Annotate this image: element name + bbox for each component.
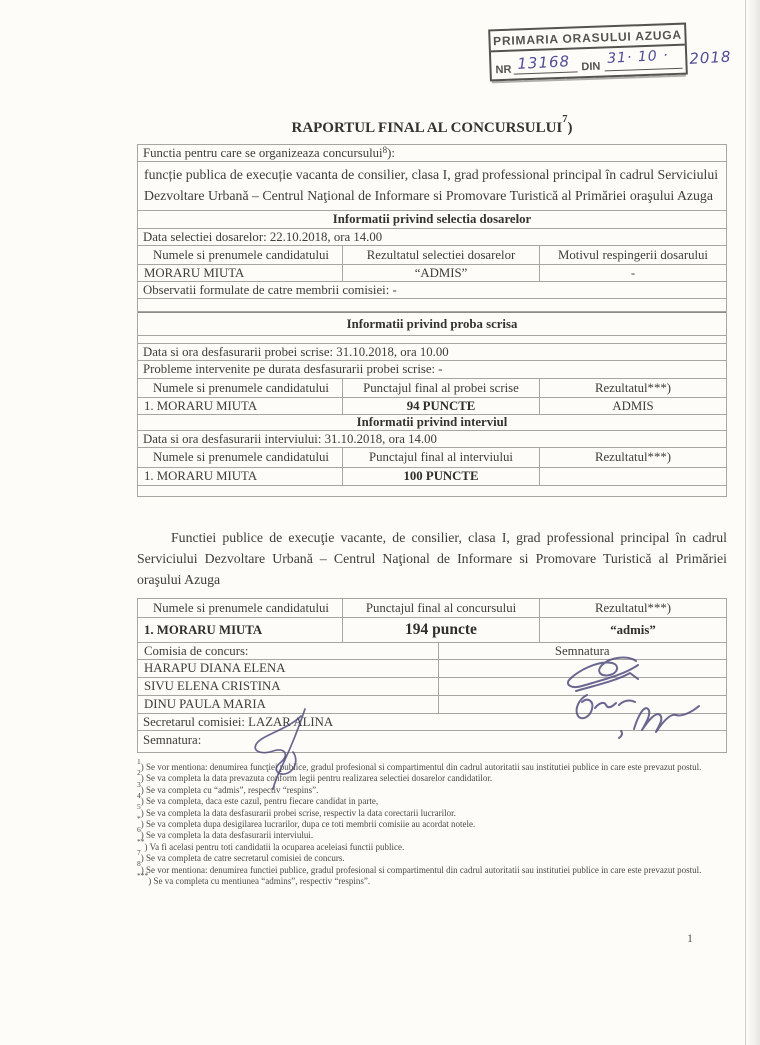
interviu-date-row: Data si ora desfasurarii interviului: 31.10.2018, ora 14.00 [138,431,726,448]
member-row [138,678,726,696]
page-number: 1 [687,931,693,945]
section-header-interviu: Informatii privind interviul [138,415,726,431]
final-results-table [137,598,727,753]
stamp-handwritten-date: 31· 10 · [606,47,670,67]
comisia-label: Comisia de concurs: [144,643,249,658]
stamp-institution-name: PRIMARIA ORASULUI AZUGA [490,25,685,53]
footnote: $^8$) Se vor mentiona: denumirea functiei publice, gradul profesional si compartimentul din cadrul autoritatii sau institutiei publice in care este prevazut postul. [137,859,702,875]
final-function-paragraph: Functiei publice de execuţie vacante, de consilier, clasa I, grad professional principal în cadrul Serviciului Dezvoltare Urbană – Centrul Naţional de Informare si Promovare Turistică al Primăriei oraşului Azuga [137,530,727,587]
col-header-nume: Numele si prenumele candidatului [153,600,329,615]
candidate-name: 1. MORARU MIUTA [144,469,258,484]
report-table [137,144,727,497]
result-interviu [539,468,726,485]
interviu-data-row [138,468,726,486]
probleme-row: Probleme intervenite pe durata desfasurarii probei scrise: - [138,361,726,379]
col-header-nume: Numele si prenumele candidatului [153,380,329,395]
score-proba-scrisa: 94 PUNCTE [342,398,539,414]
footnote: $^7$) Se va completa de catre secretarul comisiei de concurs. [137,848,345,864]
interviu-column-headers [138,448,726,468]
footnote: **) Va fi acelasi pentru toti candidatii la ocuparea aceleiasi functii publice. [137,836,405,852]
proba-scrisa-date-row: Data si ora desfasurarii probei scrise: 31.10.2018, ora 10.00 [138,344,726,361]
candidate-name: 1. MORARU MIUTA [144,622,263,637]
observatii-row: Observatii formulate de catre membrii comisiei: - [138,282,726,299]
col-header-punctaj-final: Punctajul final al concursului [342,599,539,617]
proba-scrisa-column-headers [138,379,726,398]
col-header-rezultat-selectie: Rezultatul selectiei dosarelor [342,246,539,264]
col-header-rezultat: Rezultatul***) [539,599,726,617]
final-data-row [138,618,726,643]
footnote: $^2$) Se va completa la data prevazuta conform legii pentru realizarea selectiei dosarelor candidatilor. [137,768,493,784]
candidate-name: 1. MORARU MIUTA [144,398,258,413]
col-header-motiv: Motivul respingerii dosarului [539,246,726,264]
selectia-column-headers [138,246,726,265]
spacer-row [138,299,726,312]
final-result: “admis” [539,618,726,642]
proba-scrisa-data-row [138,398,726,415]
spacer-row [138,336,726,344]
selectia-motiv: - [539,265,726,281]
footnote: *) Se va completa dupa desigilarea lucrarilor, dupa ce toti membrii comisiie au acordat notele. [137,813,476,830]
member-signature-cell [438,678,727,695]
footnotes-block [137,756,727,887]
member-signature-cell [438,660,727,677]
member-row [138,660,726,678]
footnote: ***) Se va completa cu mentiunea “admins”, respectiv “respins”. [137,870,371,887]
semnatura-row: Semnatura: [138,731,726,753]
title-footnote-ref: 7 [562,114,568,126]
candidate-name: MORARU MIUTA [144,265,245,280]
footnote: $^3$) Se va completa cu “admis”, respectiv “respins”. [137,779,319,795]
col-header-punctaj-interviu: Punctajul final al interviului [342,448,539,467]
section-header-proba-scrisa: Informatii privind proba scrisa [138,312,726,336]
document-body [137,114,727,887]
stamp-nr-label: NR [495,63,512,77]
stamp-handwritten-year: 2018 [688,47,732,68]
member-name: SIVU ELENA CRISTINA [144,679,281,694]
member-name: DINU PAULA MARIA [144,697,266,712]
document-title: RAPORTUL FINAL AL CONCURSULUI$^7$) [291,114,573,136]
stamp-din-label: DIN [581,60,601,74]
functia-label-row: Functia pentru care se organizeaza concursului $^8$ ): [138,145,726,162]
functia-value-text: funcție publica de execuție vacanta de consilier, clasa I, grad professional principal în cadrul Serviciului Dezvoltare Urbană – Centrul Naţional de Informare si Promovare Turistică al Primăriei oraşului Azuga [144,167,719,203]
selectia-date-row: Data selectiei dosarelor: 22.10.2018, ora 14.00 [138,229,726,246]
result-proba-scrisa: ADMIS [539,398,726,414]
scan-edge-shadow [745,0,760,1045]
col-header-nume: Numele si prenumele candidatului [153,247,329,262]
selectia-result: “ADMIS” [342,265,539,281]
comisia-header-row [138,643,726,660]
spacer-row [138,486,726,497]
col-header-punctaj-scris: Punctajul final al probei scrise [342,379,539,397]
col-header-rezultat: Rezultatul***) [539,448,726,467]
final-column-headers [138,599,726,618]
footnote: $^6$) Se va completa la data desfasurarii interviului. [137,825,314,841]
stamp-handwritten-number: 13168 [516,52,571,73]
section-header-selectia: Informatii privind selectia dosarelor [138,211,726,229]
secretar-row: Secretarul comisiei: LAZAR ALINA [138,714,726,731]
footnote: $^5$) Se va completa la data desfasurarii probei scrise, respectiv la data corectarii lucrarilor. [137,802,456,818]
semnatura-label: Semnatura [438,643,727,659]
member-signature-cell [438,696,727,713]
score-interviu: 100 PUNCTE [342,468,539,485]
col-header-nume: Numele si prenumele candidatului [153,450,329,465]
functia-value-row [138,162,726,211]
registration-stamp [488,23,732,82]
footnote: $^4$) Se va completa, daca este cazul, pentru fiecare candidat in parte, [137,790,379,807]
member-row [138,696,726,714]
col-header-rezultat: Rezultatul***) [539,379,726,397]
final-score: 194 puncte [342,618,539,642]
member-name: HARAPU DIANA ELENA [144,661,286,676]
footnote: $^1$) Se vor mentiona: denumirea funcţiei publice, gradul profesional si compartimentul din cadrul autoritatii sau institutiei publice in care este prevazut postul. [137,756,702,772]
selectia-data-row [138,265,726,282]
